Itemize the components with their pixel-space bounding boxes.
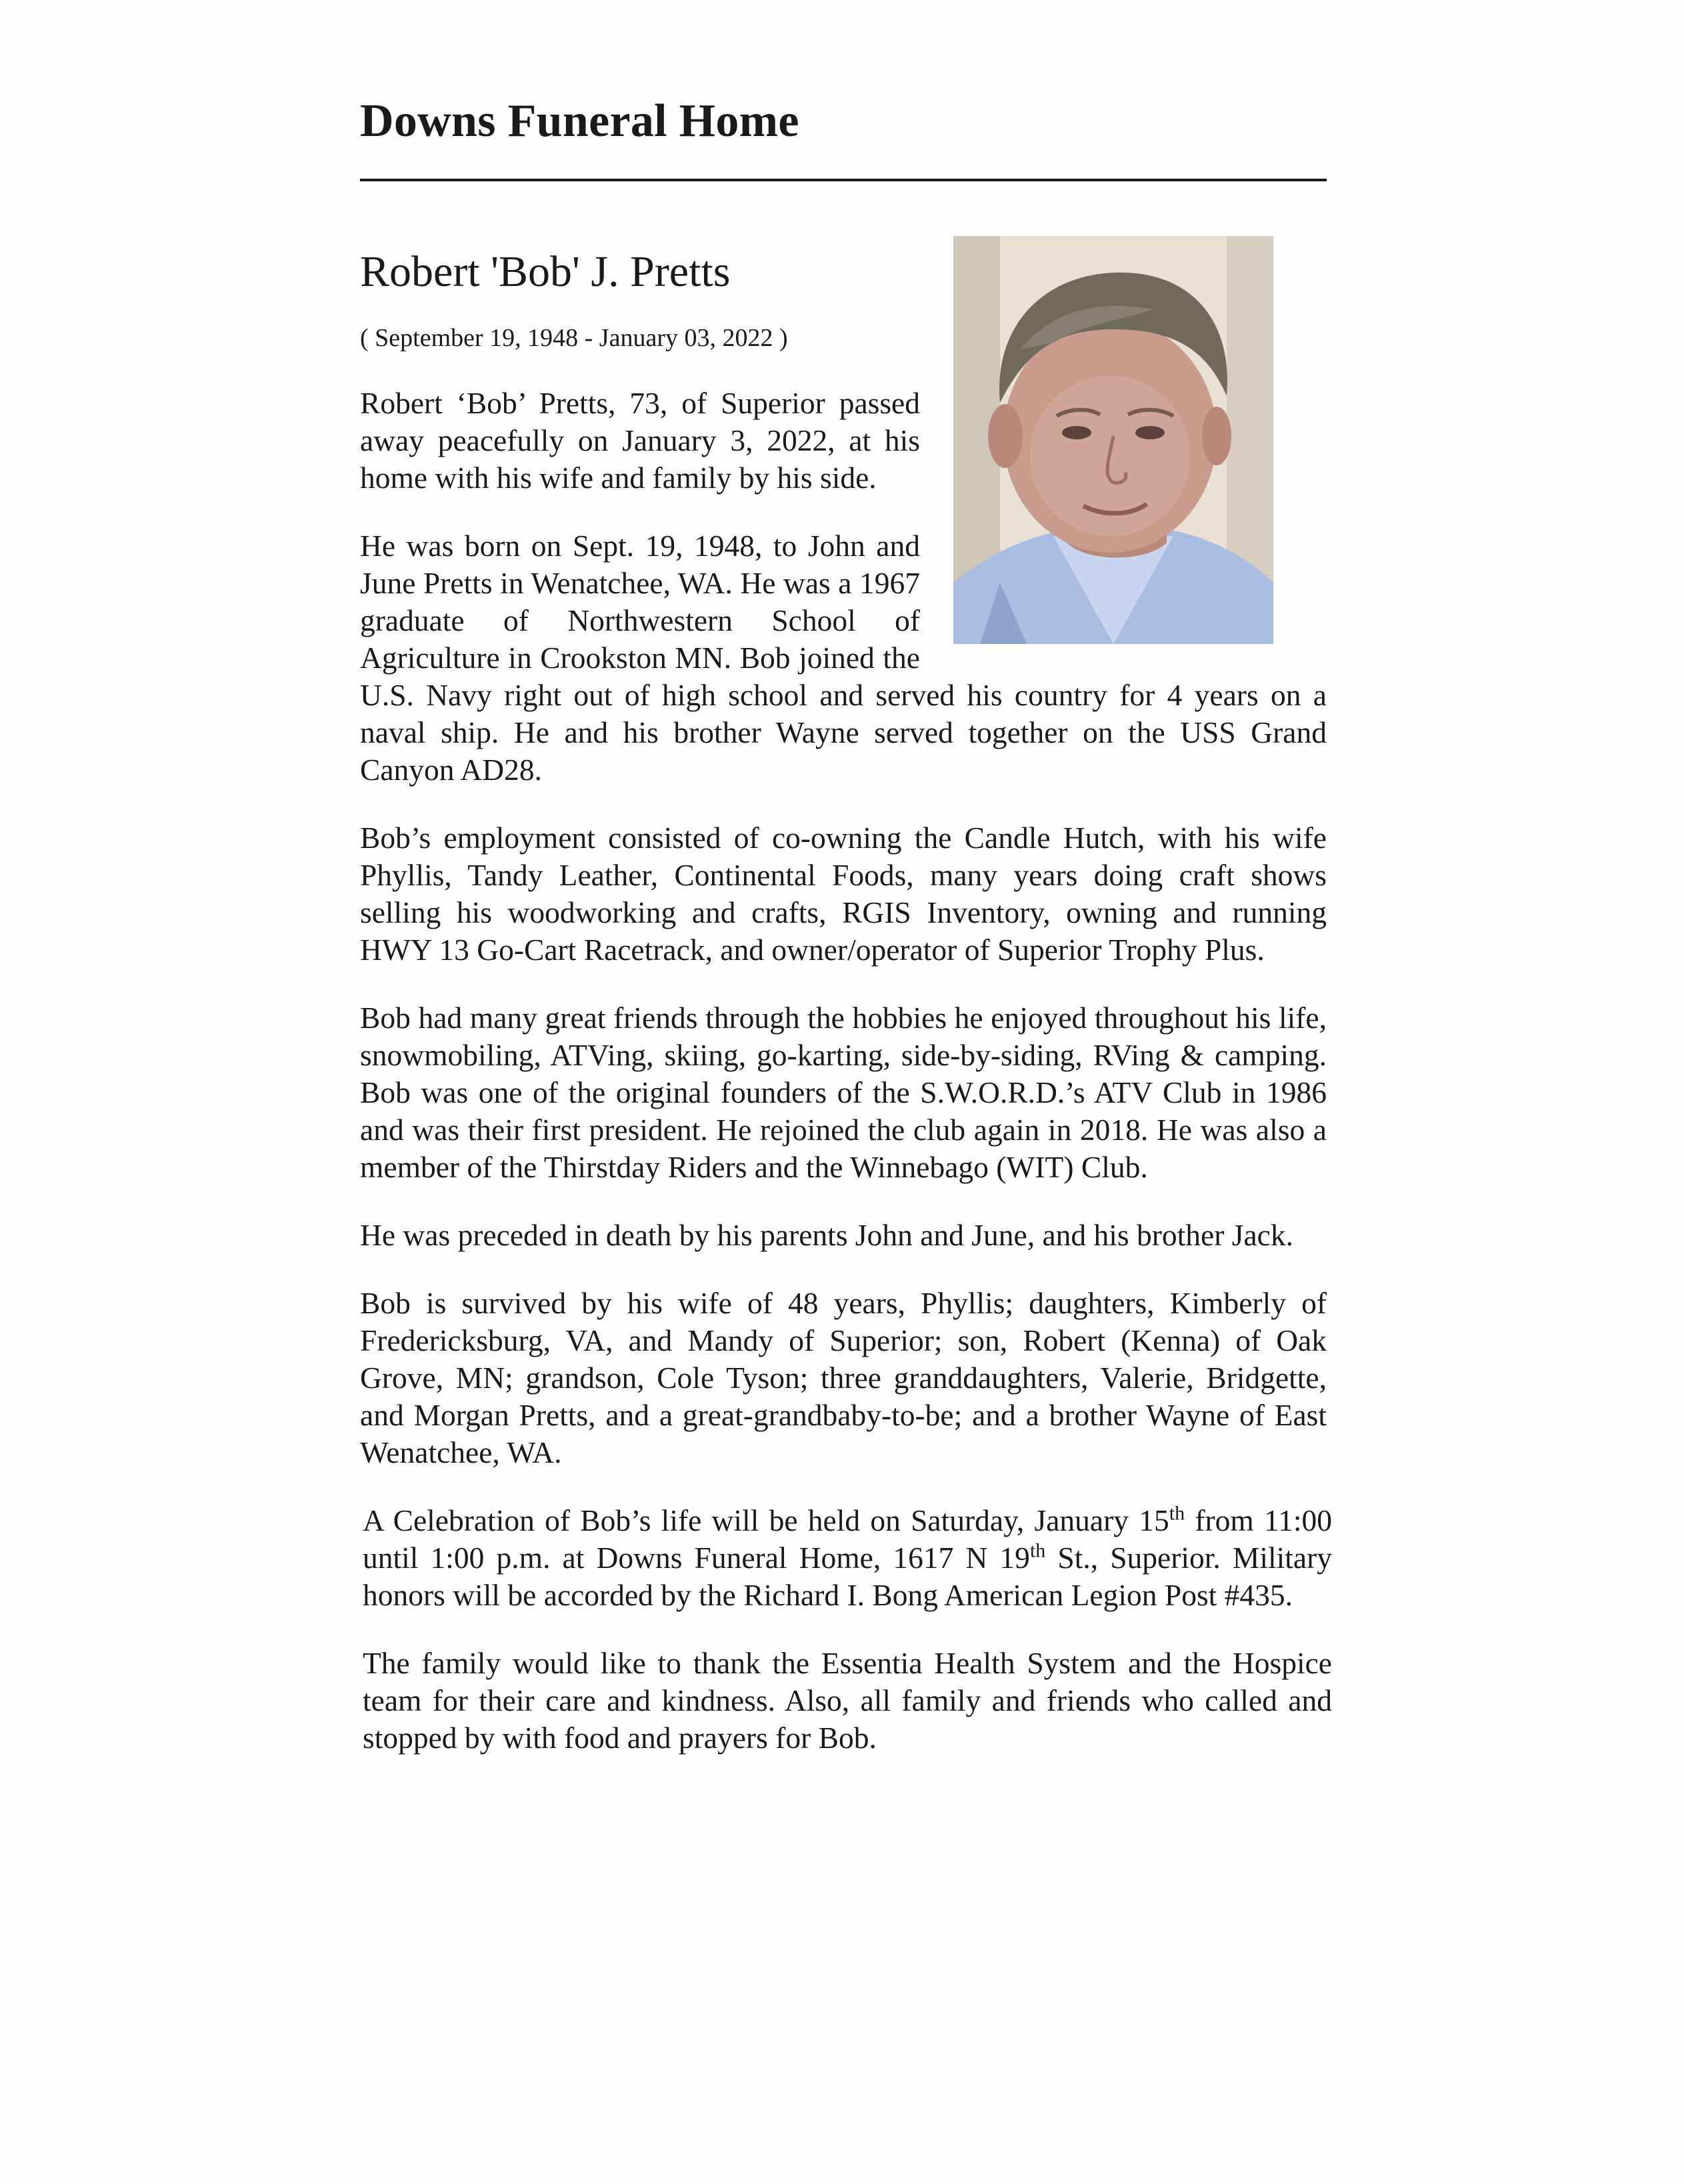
obituary-paragraph: He was born on Sept. 19, 1948, to John and June Pretts in Wenatchee, WA. He was a 1967 graduate of Northwestern School of Agriculture in Crookston MN. Bob joined the U.S. Navy right out of high school and served his country for 4 years on a naval ship. He and his brother Wayne served together on the USS Grand Canyon AD28. bbox=[360, 528, 1327, 787]
deceased-name: Robert 'Bob' J. Pretts bbox=[360, 247, 731, 296]
celebration-text: St., Superior. Military honors will be accorded by the Richard I. Bong American Legion Post #435. bbox=[363, 1540, 1333, 1612]
header-divider bbox=[360, 179, 1327, 181]
funeral-home-title: Downs Funeral Home bbox=[360, 95, 799, 147]
celebration-paragraph bbox=[363, 1502, 1332, 1614]
obituary-paragraph: He was preceded in death by his parents John and June, and his brother Jack. bbox=[360, 1217, 1293, 1252]
celebration-text: from 11:00 until 1:00 p.m. at Downs Funeral Home, 1617 N 19 bbox=[363, 1503, 1332, 1575]
thanks-paragraph: The family would like to thank the Essentia Health System and the Hospice team for their care and kindness. Also, all family and friends who called and stopped by with food and prayers for Bob. bbox=[363, 1645, 1332, 1755]
portrait-photo bbox=[953, 236, 1273, 644]
obituary-body bbox=[360, 245, 1333, 1757]
obituary-paragraph: Robert ‘Bob’ Pretts, 73, of Superior passed away peacefully on January 3, 2022, at his home with his wife and family by his side. bbox=[360, 385, 920, 495]
obituary-paragraph: Bob had many great friends through the hobbies he enjoyed throughout his life, snowmobiling, ATVing, skiing, go-karting, side-by-siding, RVing & camping. Bob was one of the original founders of the S.W.O.R.D.’s ATV Club in 1986 and was their first president. He rejoined the club again in 2018. He was also a member of the Thirstday Riders and the Winnebago (WIT) Club. bbox=[360, 1000, 1327, 1184]
ordinal-suffix: th bbox=[1169, 1502, 1185, 1525]
ordinal-suffix: th bbox=[1029, 1539, 1046, 1562]
celebration-text: A Celebration of Bob’s life will be held on Saturday, January 15 bbox=[363, 1503, 1169, 1537]
portrait-image-icon bbox=[953, 236, 1273, 644]
obituary-paragraph: Bob is survived by his wife of 48 years, Phyllis; daughters, Kimberly of Fredericksburg, VA, and Mandy of Superior; son, Robert (Kenna) of Oak Grove, MN; grandson, Cole Tyson; three granddaughters, Valerie, Bridgette, and Morgan Pretts, and a great-grandbaby-to-be; and a brother Wayne of East Wenatchee, WA. bbox=[360, 1285, 1327, 1469]
life-dates: ( September 19, 1948 - January 03, 2022 ) bbox=[360, 324, 788, 353]
document-page bbox=[360, 93, 1333, 1757]
obituary-paragraph: Bob’s employment consisted of co-owning the Candle Hutch, with his wife Phyllis, Tandy Leather, Continental Foods, many years doing craft shows selling his woodworking and crafts, RGIS Inventory, owning and running HWY 13 Go-Cart Racetrack, and owner/operator of Superior Trophy Plus. bbox=[360, 820, 1327, 967]
